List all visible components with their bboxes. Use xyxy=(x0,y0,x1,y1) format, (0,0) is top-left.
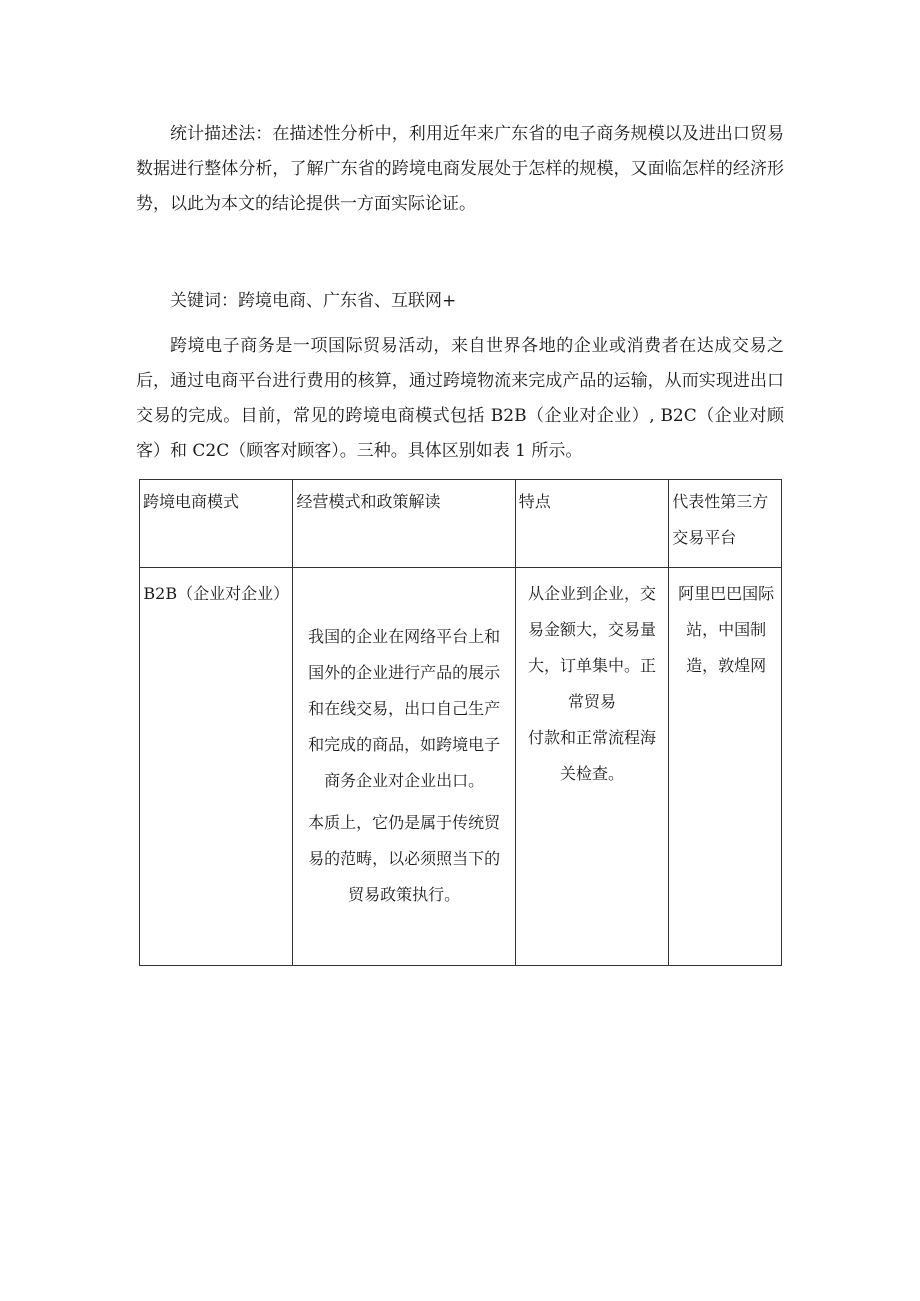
header-policy: 经营模式和政策解读 xyxy=(293,480,515,568)
header-feature: 特点 xyxy=(515,480,668,568)
policy-text-nature: 本质上，它仍是属于传统贸易的范畴，以必须照当下的贸易政策执行。 xyxy=(308,813,501,904)
cell-platform-b2b: 阿里巴巴国际站，中国制造，敦煌网 xyxy=(669,568,782,966)
feature-text-customs: 付款和正常流程海关检查。 xyxy=(528,728,657,783)
table-row xyxy=(140,568,782,966)
feature-text-main: 从企业到企业，交易金额大，交易量大，订单集中。正常贸易 xyxy=(528,584,657,711)
cell-policy-b2b xyxy=(293,568,515,966)
paragraph-keywords: 关键词：跨境电商、广东省、互联网+ xyxy=(170,291,457,311)
table-header-row xyxy=(140,480,782,568)
header-mode: 跨境电商模式 xyxy=(140,480,293,568)
paragraph-research-method: 统计描述法：在描述性分析中，利用近年来广东省的电子商务规模以及进出口贸易数据进行整体分析，了解广东省的跨境电商发展处于怎样的规模，又面临怎样的经济形势，以此为本文的结论提供一方面实际论证。 xyxy=(136,124,784,214)
cell-mode-b2b: B2B（企业对企业） xyxy=(140,568,293,966)
ecommerce-modes-table xyxy=(139,479,782,966)
policy-text-trade: 我国的企业在网络平台上和国外的企业进行产品的展示和在线交易，出口自己生产和完成的商品，如跨境电子商务企业对企业出口。 xyxy=(308,627,501,790)
header-platform: 代表性第三方交易平台 xyxy=(669,480,782,568)
paragraph-cross-border-intro: 跨境电子商务是一项国际贸易活动，来自世界各地的企业或消费者在达成交易之后，通过电商平台进行费用的核算，通过跨境物流来完成产品的运输，从而实现进出口交易的完成。目前，常见的跨境电商模式包括 B2B（企业对企业）, B2C（企业对顾客）和 C2C（顾客对顾客）。三种。具体区别如表 1 所示。 xyxy=(136,336,784,461)
cell-feature-b2b xyxy=(515,568,668,966)
